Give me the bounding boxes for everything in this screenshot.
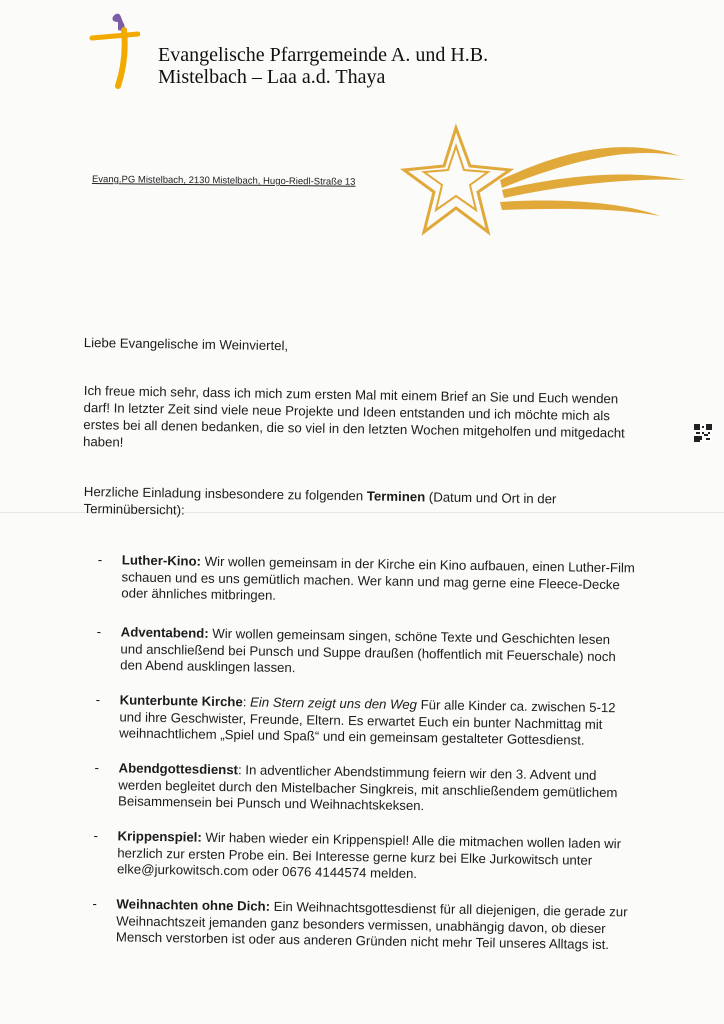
invitation-text: Herzliche Einladung insbesondere zu folgenden [83,483,367,504]
event-title: Adventabend: [120,624,209,641]
list-item [92,760,633,819]
list-item [94,624,635,683]
invitation-keyword: Terminen [366,488,426,505]
event-description: Wir wollen gemeinsam singen, schöne Texte und Geschichten lesen und anschließend bei Punsch und Suppe draußen (hoffentlich mit Feuerschale) noch den Abend ausklingen lassen. [120,625,616,676]
event-description: Wir haben wieder ein Krippenspiel! Alle die mitmachen wollen laden wir herzlich zur ersten Probe ein. Bei Interesse gerne kurz bei Elke Jurkowitsch unter elke@jurkowitsch.com oder 0676 4144574 melden. [116,829,622,882]
event-description: : In adventlicher Abendstimmung feiern wir den 3. Advent und werden begleitet durch den Mistelbacher Singkreis, mit anschließendem gemütlichem Beisammensein bei Punsch und Weihnachtskeksen. [117,762,618,814]
list-marker: - [97,552,103,568]
invitation-note: (Datum und Ort in der Terminübersicht): [83,489,557,518]
list-marker: - [94,760,100,776]
event-colon: : [242,694,251,710]
event-list [92,552,636,953]
return-address: Evang.PG Mistelbach, 2130 Mistelbach, Hugo-Riedl-Straße 13 [91,174,356,188]
event-title: Luther-Kino: [121,552,202,569]
intro-paragraph: Ich freue mich sehr, dass ich mich zum ersten Mal mit einem Brief an Sie und Euch wenden darf! In letzter Zeit sind viele neue Projekte und Ideen entstanden und ich möchte mich als erstes bei all denen bedanken, die so viel in den letzten Wochen mitgeholfen und mitgedacht haben! [82,382,625,450]
shooting-star-icon [390,118,690,248]
list-item [91,828,632,887]
event-title: Weihnachten ohne Dich: [116,896,271,914]
event-description: Wir wollen gemeinsam in der Kirche ein Kino aufbauen, einen Luther-Film schauen und es uns gemütlich machen. Wer kann und mag gerne eine Fleece-Decke oder ähnliches mitbringen. [121,553,635,604]
parish-name: Evangelische Pfarrgemeinde A. und H.B. [158,44,489,66]
list-marker: - [95,692,101,708]
greeting: Liebe Evangelische im Weinviertel, [83,334,289,354]
parish-location: Mistelbach – Laa a.d. Thaya [158,66,386,88]
event-title: Kunterbunte Kirche [119,692,243,710]
list-marker: - [96,624,102,640]
event-title: Abendgottesdienst [118,760,239,778]
event-motto: Ein Stern zeigt uns den Weg [249,694,418,713]
invitation-paragraph [83,483,643,526]
list-item [93,692,634,751]
list-marker: - [92,895,98,912]
qr-code-icon [694,424,712,442]
list-marker: - [93,827,99,844]
event-title: Krippenspiel: [117,828,202,845]
event-description: Für alle Kinder ca. zwischen 5-12 und ihre Geschwister, Freunde, Eltern. Es erwartet Euch ein bunter Nachmittag mit weihnachtlichem „Spiel und Spaß“ und ein gemeinsam gestalteter Gottesdienst. [119,697,616,749]
list-item [95,552,636,611]
list-item [90,896,631,955]
event-description: Ein Weihnachtsgottesdienst für all diejenigen, die gerade zur Weihnachtszeit jemanden ganz besonders vermissen, unabhängig davon, ob dieser Mensch verstorben ist oder aus anderen Gründen nicht mehr Teil unseres Alltags ist. [115,898,628,953]
letterhead [158,44,488,88]
church-cross-logo-icon [88,12,140,90]
